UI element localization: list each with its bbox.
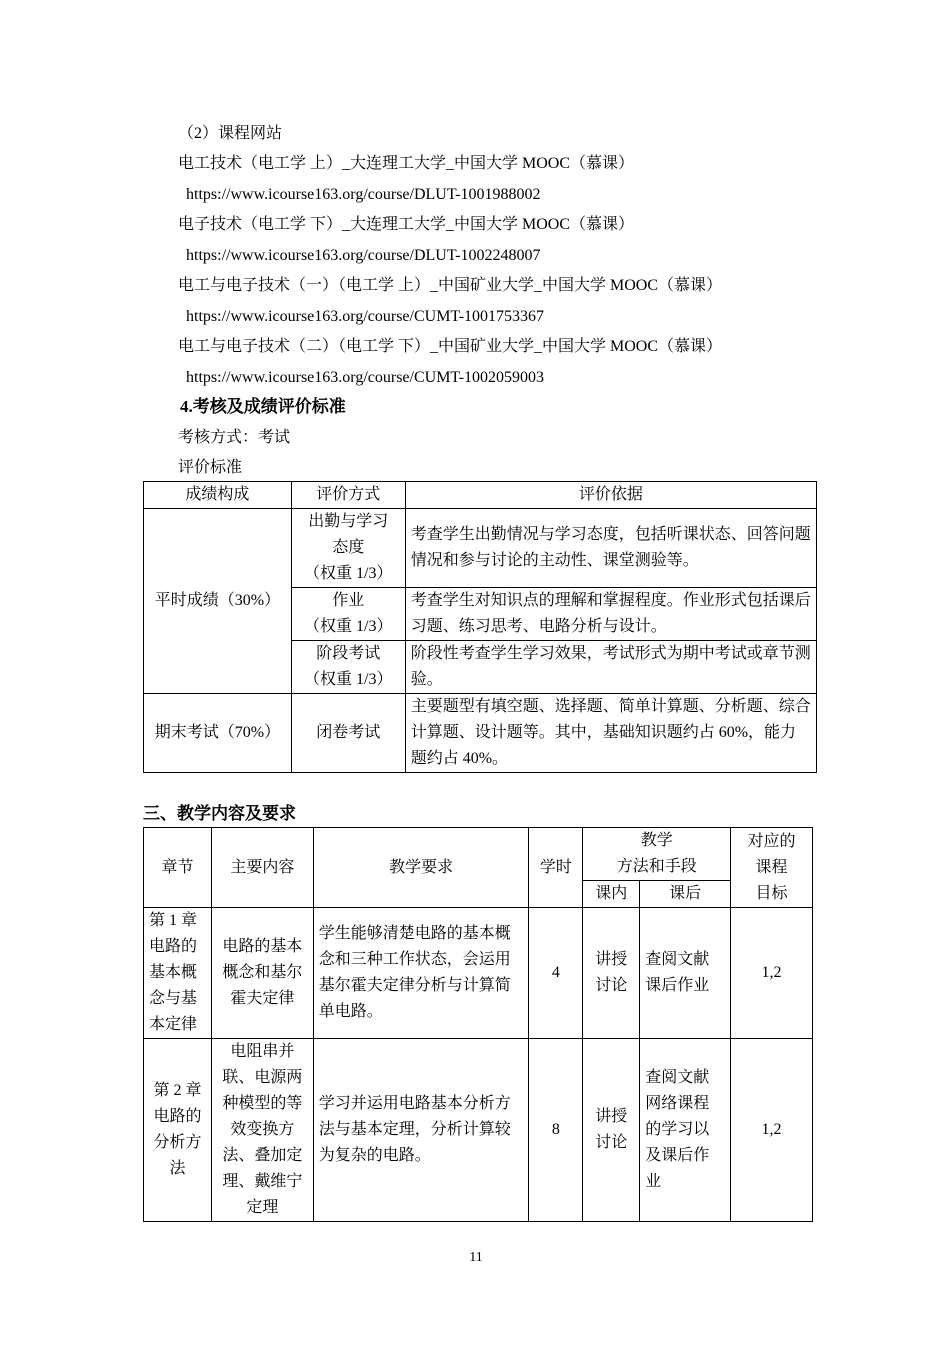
header-method: 评价方式 [291,482,405,509]
requirement-cell: 学习并运用电路基本分析方法与基本定理，分析计算较为复杂的电路。 [313,1039,529,1222]
evaluation-method: 作业 （权重 1/3） [291,588,405,641]
evaluation-basis: 阶段性考查学生学习效果，考试形式为期中考试或章节测验。 [405,641,816,694]
teaching-heading: 三、教学内容及要求 [143,804,296,823]
website-url[interactable]: https://www.icourse163.org/course/CUMT-1002059003 [186,369,545,386]
page-number: 11 [469,1250,483,1265]
website-title: 电工与电子技术（一）（电工学 上）_中国矿业大学_中国大学 MOOC（慕课） [178,277,723,294]
website-url[interactable]: https://www.icourse163.org/course/CUMT-1001753367 [186,308,545,325]
website-title: 电工技术（电工学 上）_大连理工大学_中国大学 MOOC（慕课） [178,155,635,172]
final-exam-label: 期末考试（70%） [144,694,292,773]
grade-table [143,481,817,773]
assessment-heading: 4.考核及成绩评价标准 [180,397,346,416]
website-url[interactable]: https://www.icourse163.org/course/DLUT-1001988002 [186,186,541,203]
in-class-cell: 讲授 讨论 [583,1039,640,1222]
evaluation-basis: 主要题型有填空题、选择题、简单计算题、分析题、综合计算题、设计题等。其中，基础知识题约占 60%，能力题约占 40%。 [405,694,816,773]
header-methods: 教学 方法和手段 [583,828,731,881]
evaluation-method: 阶段考试 （权重 1/3） [291,641,405,694]
header-objective: 对应的 课程 目标 [731,828,813,908]
evaluation-basis: 考查学生对知识点的理解和掌握程度。作业形式包括课后习题、练习思考、电路分析与设计。 [405,588,816,641]
usual-grade-label: 平时成绩（30%） [144,509,292,694]
header-basis: 评价依据 [405,482,816,509]
content-cell: 电阻串并 联、电源两 种模型的等 效变换方 法、叠加定 理、戴维宁 定理 [211,1039,313,1222]
website-title: 电子技术（电工学 下）_大连理工大学_中国大学 MOOC（慕课） [178,216,635,233]
criteria-label: 评价标准 [178,459,243,476]
teaching-content-table [143,827,813,1222]
requirement-cell: 学生能够清楚电路的基本概念和三种工作状态，会运用基尔霍夫定律分析与计算简单电路。 [313,908,529,1039]
after-class-cell: 查阅文献 网络课程 的学习以 及课后作 业 [640,1039,731,1222]
content-cell: 电路的基本 概念和基尔 霍夫定律 [211,908,313,1039]
header-content: 主要内容 [211,828,313,908]
evaluation-method: 出勤与学习 态度 （权重 1/3） [291,509,405,588]
website-title: 电工与电子技术（二）（电工学 下）_中国矿业大学_中国大学 MOOC（慕课） [178,338,723,355]
header-in-class: 课内 [583,881,640,908]
objective-cell: 1,2 [731,908,813,1039]
in-class-cell: 讲授 讨论 [583,908,640,1039]
evaluation-basis: 考查学生出勤情况与学习态度，包括听课状态、回答问题情况和参与讨论的主动性、课堂测验等。 [405,509,816,588]
chapter-cell: 第 1 章 电路的 基本概 念与基 本定律 [144,908,212,1039]
header-composition: 成绩构成 [144,482,292,509]
after-class-cell: 查阅文献 课后作业 [640,908,731,1039]
assessment-method: 考核方式：考试 [178,429,291,446]
website-url[interactable]: https://www.icourse163.org/course/DLUT-1002248007 [186,247,541,264]
chapter-cell: 第 2 章 电路的 分析方 法 [144,1039,212,1222]
header-hours: 学时 [529,828,583,908]
header-after-class: 课后 [640,881,731,908]
hours-cell: 8 [529,1039,583,1222]
hours-cell: 4 [529,908,583,1039]
objective-cell: 1,2 [731,1039,813,1222]
evaluation-method: 闭卷考试 [291,694,405,773]
header-requirement: 教学要求 [313,828,529,908]
header-chapter: 章节 [144,828,212,908]
websites-heading: （2）课程网站 [178,125,283,142]
